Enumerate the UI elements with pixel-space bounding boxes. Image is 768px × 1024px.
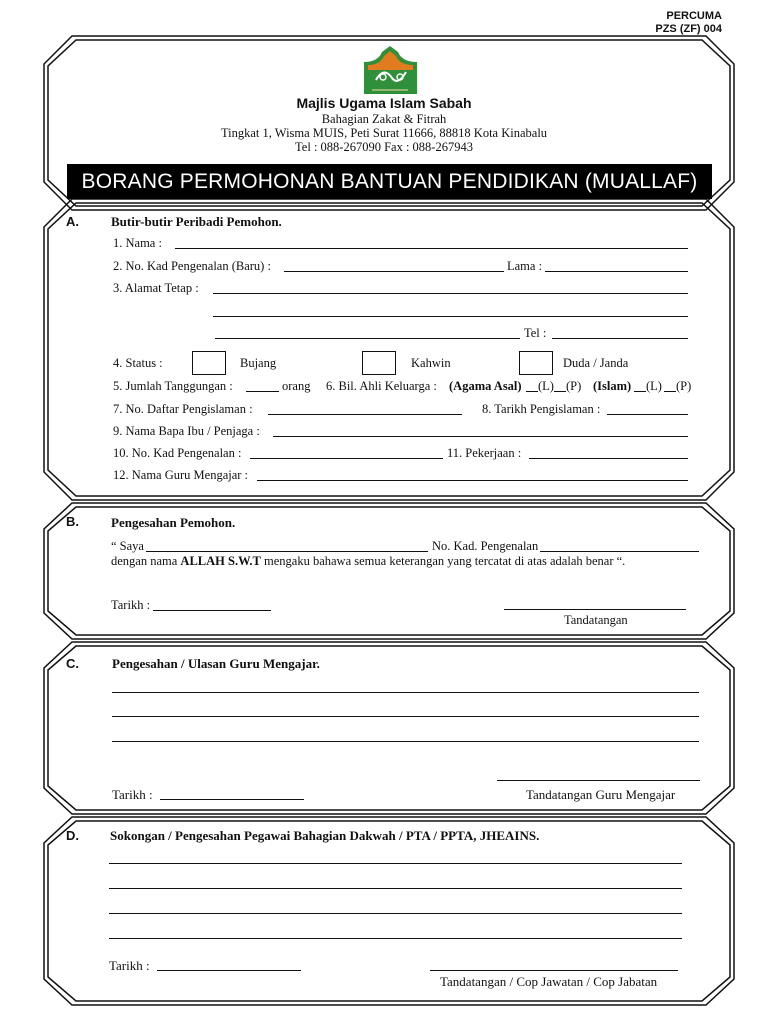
- ic-old-field[interactable]: [545, 271, 688, 272]
- officer-signature-label: Tandatangan / Cop Jawatan / Cop Jabatan: [440, 974, 658, 989]
- teacher-signature-label: Tandatangan Guru Mengajar: [526, 787, 676, 802]
- status-single-checkbox[interactable]: [192, 351, 226, 375]
- declaration-saya: “ Saya: [111, 539, 144, 553]
- declarant-name-field[interactable]: [146, 551, 428, 552]
- officer-comment-line-2[interactable]: [109, 888, 682, 889]
- address-field-2[interactable]: [213, 316, 688, 317]
- origin-male-field[interactable]: [526, 391, 538, 392]
- officer-date-label: Tarikh :: [109, 958, 150, 973]
- contact-line: Tel : 088-267090 Fax : 088-267943: [295, 140, 473, 154]
- occupation-label: 11. Pekerjaan :: [447, 446, 522, 460]
- conversion-date-field[interactable]: [607, 414, 688, 415]
- applicant-signature-label: Tandatangan: [564, 613, 628, 627]
- officer-comment-line-4[interactable]: [109, 938, 682, 939]
- guardian-field[interactable]: [273, 436, 688, 437]
- department-line: Bahagian Zakat & Fitrah: [321, 112, 447, 126]
- declaration-statement: dengan nama ALLAH S.W.T mengaku bahawa semua keterangan yang tercatat di atas adalah benar “.: [111, 554, 626, 568]
- form-title: BORANG PERMOHONAN BANTUAN PENDIDIKAN (MUALLAF): [67, 164, 712, 199]
- address-field-3[interactable]: [215, 338, 520, 339]
- dependents-label: 5. Jumlah Tanggungan :: [113, 379, 233, 393]
- status-single-label: Bujang: [240, 356, 277, 370]
- section-b-letter: B.: [66, 514, 79, 529]
- officer-comment-line-3[interactable]: [109, 913, 682, 914]
- section-d-title: Sokongan / Pengesahan Pegawai Bahagian Dakwah / PTA / PPTA, JHEAINS.: [110, 828, 540, 843]
- teacher-label: 12. Nama Guru Mengajar :: [113, 468, 249, 482]
- guardian-ic-field[interactable]: [250, 458, 443, 459]
- name-label: 1. Nama :: [113, 236, 162, 250]
- applicant-date-field[interactable]: [153, 610, 271, 611]
- guardian-ic-label: 10. No. Kad Pengenalan :: [113, 446, 242, 460]
- officer-date-field[interactable]: [157, 970, 301, 971]
- teacher-comment-line-3[interactable]: [112, 741, 699, 742]
- teacher-date-field[interactable]: [160, 799, 304, 800]
- islam-label: (Islam): [593, 379, 632, 393]
- ic-new-label: 2. No. Kad Pengenalan (Baru) :: [113, 259, 271, 273]
- form-code: PZS (ZF) 004: [655, 23, 722, 35]
- ic-new-field[interactable]: [284, 271, 504, 272]
- address-field-1[interactable]: [213, 293, 688, 294]
- muis-logo: [364, 46, 417, 94]
- conversion-date-label: 8. Tarikh Pengislaman :: [482, 402, 601, 416]
- dependents-field[interactable]: [246, 391, 279, 392]
- section-a-title: Butir-butir Peribadi Pemohon.: [111, 214, 282, 229]
- family-count-label: 6. Bil. Ahli Keluarga :: [326, 379, 437, 393]
- section-d-letter: D.: [66, 828, 79, 843]
- status-widowed-label: Duda / Janda: [563, 356, 629, 370]
- section-b-title: Pengesahan Pemohon.: [111, 515, 236, 530]
- origin-religion-label: (Agama Asal): [449, 379, 522, 393]
- name-field[interactable]: [175, 248, 688, 249]
- teacher-comment-line-2[interactable]: [112, 716, 699, 717]
- conversion-reg-field[interactable]: [268, 414, 462, 415]
- section-c-title: Pengesahan / Ulasan Guru Mengajar.: [112, 656, 320, 671]
- conversion-reg-label: 7. No. Daftar Pengislaman :: [113, 402, 253, 416]
- teacher-date-label: Tarikh :: [112, 787, 153, 802]
- officer-signature-field[interactable]: [430, 970, 678, 971]
- applicant-date-label: Tarikh :: [111, 598, 151, 612]
- status-married-checkbox[interactable]: [362, 351, 396, 375]
- teacher-field[interactable]: [257, 480, 688, 481]
- origin-female-label: (P): [566, 379, 582, 393]
- islam-male-label: (L): [646, 379, 662, 393]
- guardian-label: 9. Nama Bapa Ibu / Penjaga :: [113, 424, 260, 438]
- origin-female-field[interactable]: [554, 391, 566, 392]
- teacher-comment-line-1[interactable]: [112, 692, 699, 693]
- officer-comment-line-1[interactable]: [109, 863, 682, 864]
- status-label: 4. Status :: [113, 356, 163, 370]
- status-married-label: Kahwin: [411, 356, 451, 370]
- free-label: PERCUMA: [666, 10, 722, 22]
- address-label: 3. Alamat Tetap :: [113, 281, 199, 295]
- occupation-field[interactable]: [529, 458, 688, 459]
- islam-female-field[interactable]: [664, 391, 676, 392]
- status-widowed-checkbox[interactable]: [519, 351, 553, 375]
- ic-old-label: Lama :: [507, 259, 543, 273]
- teacher-signature-field[interactable]: [497, 780, 700, 781]
- section-a-letter: A.: [66, 214, 79, 229]
- tel-field[interactable]: [552, 338, 688, 339]
- organization-name: Majlis Ugama Islam Sabah: [296, 95, 472, 111]
- declarant-ic-field[interactable]: [540, 551, 699, 552]
- declaration-ic-label: No. Kad. Pengenalan: [432, 539, 539, 553]
- origin-male-label: (L): [538, 379, 554, 393]
- section-c-letter: C.: [66, 656, 79, 671]
- address-line: Tingkat 1, Wisma MUIS, Peti Surat 11666, 88818 Kota Kinabalu: [220, 126, 548, 140]
- islam-female-label: (P): [676, 379, 692, 393]
- applicant-signature-field[interactable]: [504, 609, 686, 610]
- islam-male-field[interactable]: [634, 391, 646, 392]
- dependents-unit: orang: [282, 379, 311, 393]
- tel-label: Tel :: [524, 326, 547, 340]
